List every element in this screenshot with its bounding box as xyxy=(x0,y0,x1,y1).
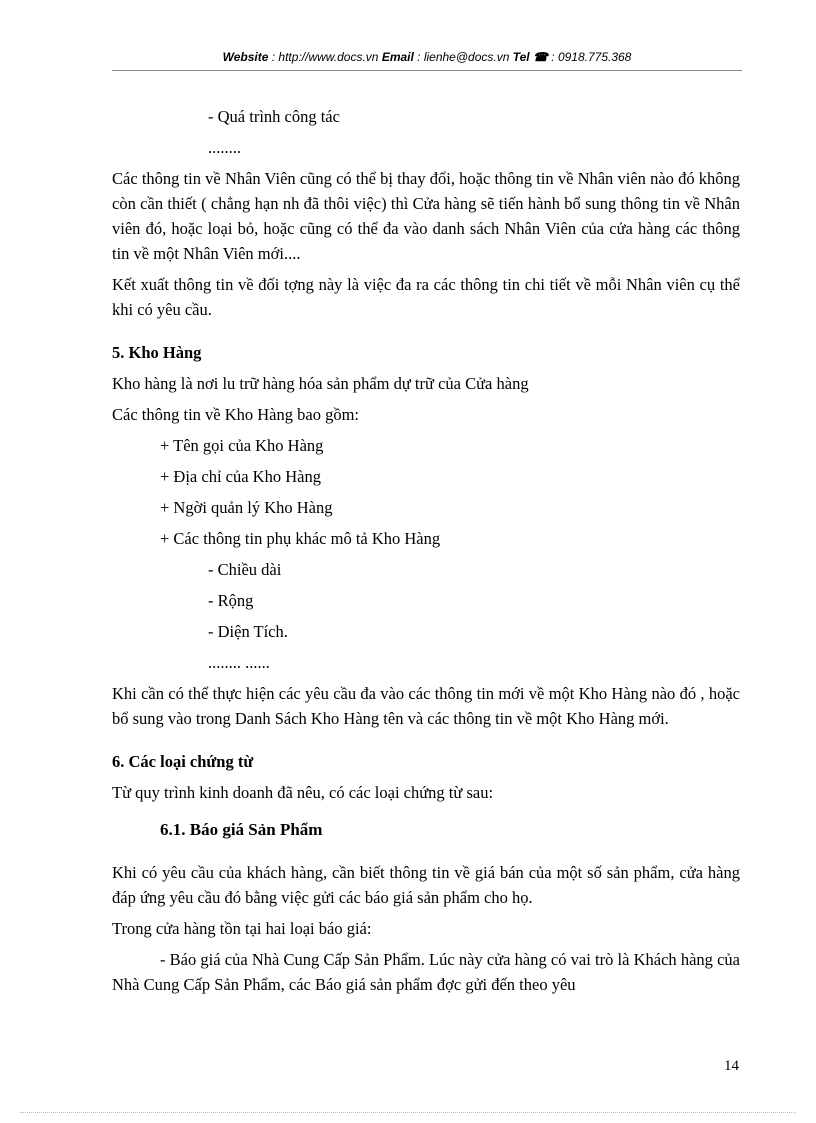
list-item: + Địa chỉ của Kho Hàng xyxy=(160,467,321,486)
section-heading-6: 6. Các loại chứng từ xyxy=(112,752,254,771)
paragraph: Các thông tin về Kho Hàng bao gồm: xyxy=(112,405,360,424)
paragraph: Các thông tin về Nhân Viên cũng có thể bị thay đổi, hoặc thông tin về Nhân viên nào đó không còn cần thiết ( chẳng hạn nh đã thôi việc) thì Cửa hàng sẽ tiến hành bổ sung thông tin về Nhân viên đó, hoặc loại bỏ, hoặc cũng có thể đa vào danh sách Nhân Viên của cửa hàng các thông tin về một Nhân Viên mới.... xyxy=(112,169,740,263)
list-item: + Các thông tin phụ khác mô tả Kho Hàng xyxy=(160,529,441,548)
list-item: + Ngời quản lý Kho Hàng xyxy=(160,498,333,517)
paragraph: Kho hàng là nơi lu trữ hàng hóa sản phẩm dự trữ của Cửa hàng xyxy=(112,374,529,393)
ellipsis-dots: ........ xyxy=(208,138,241,157)
sub-list-item: - Chiều dài xyxy=(208,560,282,579)
subsection-heading-6-1: 6.1. Báo giá Sản Phẩm xyxy=(160,820,323,839)
header-divider xyxy=(112,70,742,71)
paragraph: Trong cửa hàng tồn tại hai loại báo giá: xyxy=(112,919,372,938)
paragraph: - Báo giá của Nhà Cung Cấp Sản Phẩm. Lúc này cửa hàng có vai trò là Khách hàng của Nhà Cung Cấp Sản Phẩm, các Báo giá sản phẩm đợc gửi đến theo yêu xyxy=(112,950,740,994)
sub-list-item: - Rộng xyxy=(208,591,254,610)
list-item: - Quá trình công tác xyxy=(208,107,340,126)
page-header xyxy=(112,50,742,64)
paragraph: Khi có yêu cầu của khách hàng, cần biết thông tin về giá bán của một số sản phẩm, cửa hàng đáp ứng yêu cầu đó bằng việc gửi các báo giá sản phẩm cho họ. xyxy=(112,863,740,907)
tel-label: Tel xyxy=(512,50,530,64)
sub-list-item: - Diện Tích. xyxy=(208,622,288,641)
page-bottom-border xyxy=(20,1112,796,1113)
paragraph: Kết xuất thông tin về đối tợng này là việc đa ra các thông tin chi tiết về mỗi Nhân viên cụ thể khi có yêu cầu. xyxy=(112,275,740,319)
page-number: 14 xyxy=(724,1058,739,1074)
email-label: Email xyxy=(381,50,414,64)
website-value: : http://www.docs.vn xyxy=(268,50,382,64)
list-item: + Tên gọi của Kho Hàng xyxy=(160,436,324,455)
section-heading-5: 5. Kho Hàng xyxy=(112,343,202,362)
paragraph: Khi cần có thể thực hiện các yêu cầu đa vào các thông tin mới về một Kho Hàng nào đó , hoặc bổ sung vào trong Danh Sách Kho Hàng tên và các thông tin về một Kho Hàng mới. xyxy=(112,684,740,728)
email-value: : lienhe@docs.vn xyxy=(413,50,513,64)
document-body xyxy=(112,104,740,997)
website-label: Website xyxy=(222,50,269,64)
tel-value: : 0918.775.368 xyxy=(547,50,632,64)
phone-icon: ☎ xyxy=(532,50,548,64)
paragraph: Từ quy trình kinh doanh đã nêu, có các loại chứng từ sau: xyxy=(112,783,494,802)
ellipsis-dots: ........ ...... xyxy=(208,653,270,672)
